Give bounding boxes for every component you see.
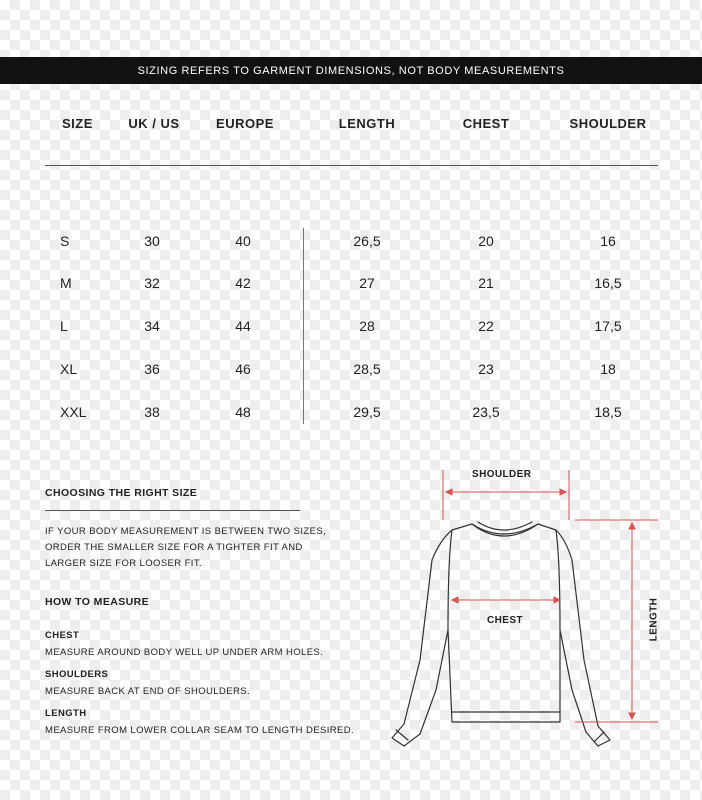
cell-europe: 48 — [235, 404, 251, 420]
header-chest: CHEST — [462, 116, 510, 131]
header-europe: EUROPE — [216, 116, 274, 131]
header-size: SIZE — [62, 116, 93, 131]
cell-uk-us: 32 — [144, 275, 160, 291]
cell-uk-us: 38 — [144, 404, 160, 420]
header-shoulder: SHOULDER — [569, 116, 647, 131]
banner: SIZING REFERS TO GARMENT DIMENSIONS, NOT BODY MEASUREMENTS — [0, 57, 702, 84]
how-title: HOW TO MEASURE — [45, 596, 149, 608]
choosing-body-line: IF YOUR BODY MEASUREMENT IS BETWEEN TWO SIZES, — [45, 526, 327, 537]
header-length: LENGTH — [338, 116, 396, 131]
cell-shoulder: 17,5 — [594, 318, 622, 334]
cell-length: 26,5 — [353, 233, 381, 249]
cell-shoulder: 18,5 — [594, 404, 622, 420]
length-measure — [575, 520, 658, 722]
cell-size: L — [60, 318, 68, 334]
cell-europe: 42 — [235, 275, 251, 291]
cell-chest: 21 — [478, 275, 494, 291]
chest-label: CHEST — [487, 615, 523, 626]
shoulders-title: SHOULDERS — [45, 669, 109, 680]
cell-length: 29,5 — [353, 404, 381, 420]
choosing-title: CHOOSING THE RIGHT SIZE — [45, 487, 198, 499]
chest-measure — [452, 597, 560, 603]
cell-uk-us: 30 — [144, 233, 160, 249]
cell-shoulder: 16,5 — [594, 275, 622, 291]
shoulder-label: SHOULDER — [472, 469, 532, 480]
cell-chest: 23 — [478, 361, 494, 377]
length-title: LENGTH — [45, 708, 87, 719]
cell-europe: 46 — [235, 361, 251, 377]
cell-chest: 20 — [478, 233, 494, 249]
chest-body: MEASURE AROUND BODY WELL UP UNDER ARM HOLES. — [45, 647, 324, 658]
cell-length: 27 — [359, 275, 375, 291]
cell-uk-us: 34 — [144, 318, 160, 334]
length-label: LENGTH — [648, 597, 660, 642]
cell-size: S — [60, 233, 70, 249]
cell-size: M — [60, 275, 72, 291]
sweater-outline — [392, 522, 610, 746]
shoulders-body: MEASURE BACK AT END OF SHOULDERS. — [45, 686, 250, 697]
chest-title: CHEST — [45, 630, 80, 641]
cell-length: 28 — [359, 318, 375, 334]
cell-europe: 40 — [235, 233, 251, 249]
cell-size: XL — [60, 361, 78, 377]
cell-size: XXL — [60, 404, 87, 420]
cell-europe: 44 — [235, 318, 251, 334]
header-uk-us: UK / US — [128, 116, 180, 131]
length-body: MEASURE FROM LOWER COLLAR SEAM TO LENGTH DESIRED. — [45, 725, 355, 736]
choosing-body-line: LARGER SIZE FOR LOOSER FIT. — [45, 558, 203, 569]
cell-shoulder: 16 — [600, 233, 616, 249]
cell-shoulder: 18 — [600, 361, 616, 377]
cell-chest: 23,5 — [472, 404, 500, 420]
cell-length: 28,5 — [353, 361, 381, 377]
choosing-body-line: ORDER THE SMALLER SIZE FOR A TIGHTER FIT AND — [45, 542, 303, 553]
cell-chest: 22 — [478, 318, 494, 334]
cell-uk-us: 36 — [144, 361, 160, 377]
